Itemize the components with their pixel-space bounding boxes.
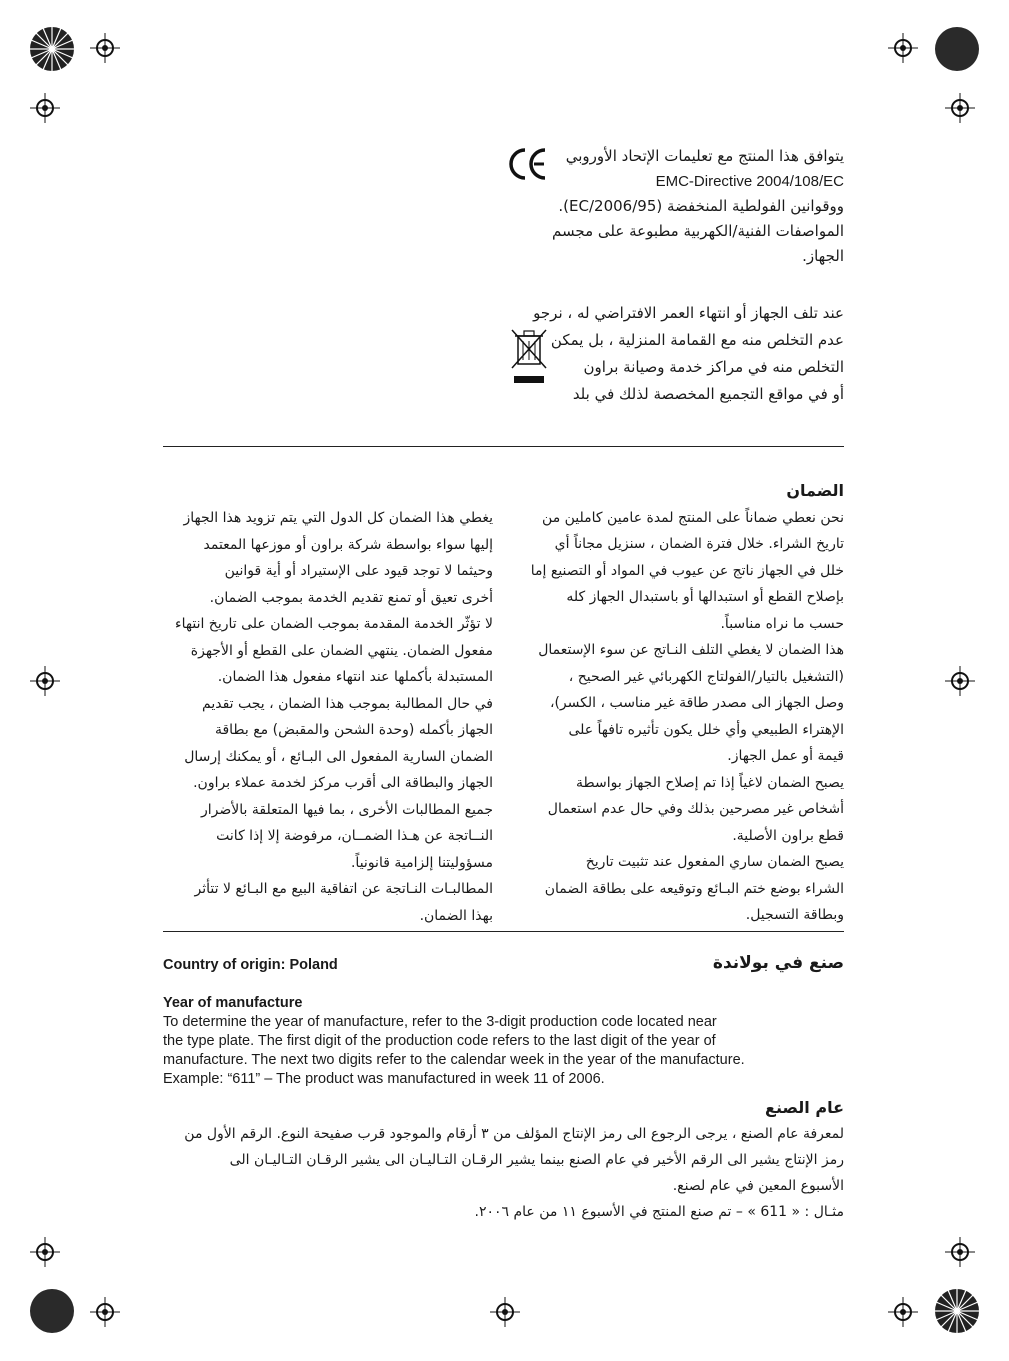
warranty-line: لا تؤثّر الخدمة المقدمة بموجب الضمان على تاريخ انتهاء bbox=[175, 616, 493, 632]
year-of-manufacture-en bbox=[163, 994, 853, 1089]
warranty-line: وبطاقة التسجيل. bbox=[745, 907, 844, 923]
year-title-ar: عام الصنع bbox=[765, 1098, 844, 1117]
registration-mark-icon bbox=[945, 93, 975, 123]
warranty-line: يغطي هذا الضمان كل الدول التي يتم تزويد هذا الجهاز bbox=[183, 510, 493, 526]
corner-starwheel-icon bbox=[29, 26, 75, 72]
warranty-line: جميع المطالبات الأخرى ، بما فيها المتعلقة بالأضرار bbox=[201, 801, 493, 818]
registration-mark-icon bbox=[30, 1237, 60, 1267]
warranty-line: بهذا الضمان. bbox=[419, 907, 493, 924]
warranty-line: خلل في الجهاز ناتج عن عيوب في المواد أو التصنيع إما bbox=[530, 562, 844, 579]
warranty-line: وصل الجهاز الى مصدر طاقة غير مناسب ، الكسر)، bbox=[549, 695, 844, 711]
year-of-manufacture-ar bbox=[163, 1095, 844, 1225]
weee-crossed-bin-icon bbox=[510, 328, 548, 386]
year-line-en: To determine the year of manufacture, refer to the 3-digit production code located near bbox=[163, 1014, 717, 1030]
country-of-origin-ar: صنع في بولاندة bbox=[712, 953, 844, 973]
corner-dark-circle-icon bbox=[934, 26, 980, 72]
warranty-line: (التشغيل بالتيار/الفولتاج الكهربائي غير الصحيح ، bbox=[568, 668, 844, 685]
registration-mark-icon bbox=[888, 1297, 918, 1327]
registration-mark-icon bbox=[888, 33, 918, 63]
ce-compliance-text bbox=[552, 144, 844, 269]
warranty-title: الضمان bbox=[786, 481, 844, 500]
ce-mark-icon bbox=[508, 146, 548, 182]
country-of-origin-en: Country of origin: Poland bbox=[163, 957, 338, 973]
warranty-line: أشخاص غير مصرحين بذلك وفي حال عدم استعمال bbox=[547, 801, 844, 817]
weee-line: عند تلف الجهاز أو انتهاء العمر الافتراضي له ، نرجو bbox=[533, 304, 844, 322]
year-line-en: the type plate. The first digit of the production code refers to the last digit of the year of bbox=[163, 1033, 716, 1049]
warranty-line: الضمان السارية المفعول الى البـائع ، أو يمكنك إرسال bbox=[184, 748, 493, 765]
ce-line: ووقوانين الفولطية المنخفضة (2006/95/EC). bbox=[558, 197, 844, 215]
warranty-line: الجهاز بأكمله (وحدة الشحن والمقبض) مع بطاقة bbox=[214, 722, 493, 738]
ce-line: الجهاز. bbox=[802, 247, 844, 265]
warranty-line: يصبح الضمان ساري المفعول عند تثبيت تاريخ bbox=[585, 854, 844, 870]
warranty-line: وحيثما لا توجد قيود على الإستيراد أو أية قوانين bbox=[224, 563, 493, 579]
warranty-line: مسؤوليتنا إلزامية قانونياً. bbox=[350, 854, 493, 871]
warranty-line: المستبدلة بأكملها عند انتهاء مفعول هذا الضمان. bbox=[217, 669, 493, 685]
warranty-line: في حال المطالبة بموجب هذا الضمان ، يجب تقديم bbox=[202, 695, 493, 712]
warranty-line: الشراء بوضع ختم البـائع وتوقيعه على بطاقة الضمان bbox=[544, 880, 844, 897]
warranty-line: الإهتراء الطبيعي وأي خلل يكون تأثيره تافهاً على bbox=[568, 721, 844, 738]
year-line-ar: مثـال : « 611 » – تم صنع المنتج في الأسبوع ١١ من عام ٢٠٠٦. bbox=[474, 1204, 844, 1220]
registration-mark-icon bbox=[945, 666, 975, 696]
year-title-en: Year of manufacture bbox=[163, 995, 303, 1011]
weee-disposal-text bbox=[533, 300, 844, 408]
warranty-line: قطع براون الأصلية. bbox=[732, 827, 844, 844]
warranty-line: بإصلاح القطع أو استبدالها أو باستبدال الجهاز كله bbox=[566, 589, 844, 605]
year-line-ar: لمعرفة عام الصنع ، يرجى الرجوع الى رمز الإنتاج المؤلف من ٣ أرقام والموجود قرب صفيحة النوع. الرقم الأول من bbox=[184, 1126, 844, 1142]
registration-mark-icon bbox=[90, 1297, 120, 1327]
registration-mark-icon bbox=[90, 33, 120, 63]
warranty-line: مفعول الضمان. ينتهي الضمان على القطع أو الأجهزة bbox=[190, 642, 493, 659]
registration-mark-icon bbox=[30, 93, 60, 123]
warranty-line: أخرى تعيق أو تمنع تقديم الخدمة بموجب الضمان. bbox=[209, 589, 493, 606]
warranty-line: قيمة أو عمل الجهاز. bbox=[727, 748, 844, 764]
ce-directive: EMC-Directive 2004/108/EC bbox=[655, 173, 844, 190]
corner-dark-circle-icon bbox=[29, 1288, 75, 1334]
registration-mark-icon bbox=[945, 1237, 975, 1267]
warranty-line: نحن نعطي ضماناً على المنتج لمدة عامين كاملين من bbox=[542, 509, 844, 526]
registration-mark-icon bbox=[490, 1297, 520, 1327]
warranty-line: المطالبـات النـاتجة عن اتفاقية البيع مع البـائع لا تتأثر bbox=[194, 881, 493, 897]
warranty-line: الجهاز والبطاقة الى أقرب مركز لخدمة عملاء براون. bbox=[193, 775, 493, 791]
warranty-column-right bbox=[512, 478, 844, 929]
warranty-line: يصبح الضمان لاغياً إذا تم إصلاح الجهاز بواسطة bbox=[576, 774, 844, 791]
section-divider bbox=[163, 446, 844, 447]
warranty-line: النــاتجة عن هـذا الضمــان، مرفوضة إلا إذا كانت bbox=[216, 828, 493, 844]
warranty-column-left bbox=[163, 505, 493, 929]
warranty-line: هذا الضمان لا يغطي التلف النـاتج عن سوء الإستعمال bbox=[538, 642, 844, 658]
warranty-line: حسب ما نراه مناسباً. bbox=[720, 615, 844, 632]
weee-line: أو في مواقع التجميع المخصصة لذلك في بلد bbox=[572, 385, 844, 403]
ce-line: المواصفات الفنية/الكهربية مطبوعة على مجسم bbox=[552, 222, 844, 240]
warranty-line: تاريخ الشراء. خلال فترة الضمان ، سنزيل مجاناً أي bbox=[554, 536, 844, 552]
year-line-ar: الأسبوع المعين في عام لصنع. bbox=[672, 1178, 844, 1194]
weee-line: عدم التخلص منه مع القمامة المنزلية ، بل يمكن bbox=[550, 331, 844, 349]
ce-line: يتوافق هذا المنتج مع تعليمات الإتحاد الأوروبي bbox=[565, 147, 844, 165]
year-line-ar: رمز الإنتاج يشير الى الرقم الأخير في عام الصنع بينما يشير الرقـان التـاليـان الى يشير الرقـان التـاليـان الى bbox=[229, 1152, 844, 1168]
warranty-line: إليها سواء بواسطة شركة براون أو موزعها المعتمد bbox=[203, 536, 493, 553]
year-line-en: Example: “611” – The product was manufactured in week 11 of 2006. bbox=[163, 1071, 605, 1087]
section-divider bbox=[163, 931, 844, 932]
weee-line: التخلص منه في مراكز خدمة وصيانة براون bbox=[583, 358, 844, 376]
corner-starwheel-icon bbox=[934, 1288, 980, 1334]
registration-mark-icon bbox=[30, 666, 60, 696]
year-line-en: manufacture. The next two digits refer to the calendar week in the year of the manufacture. bbox=[163, 1052, 745, 1068]
